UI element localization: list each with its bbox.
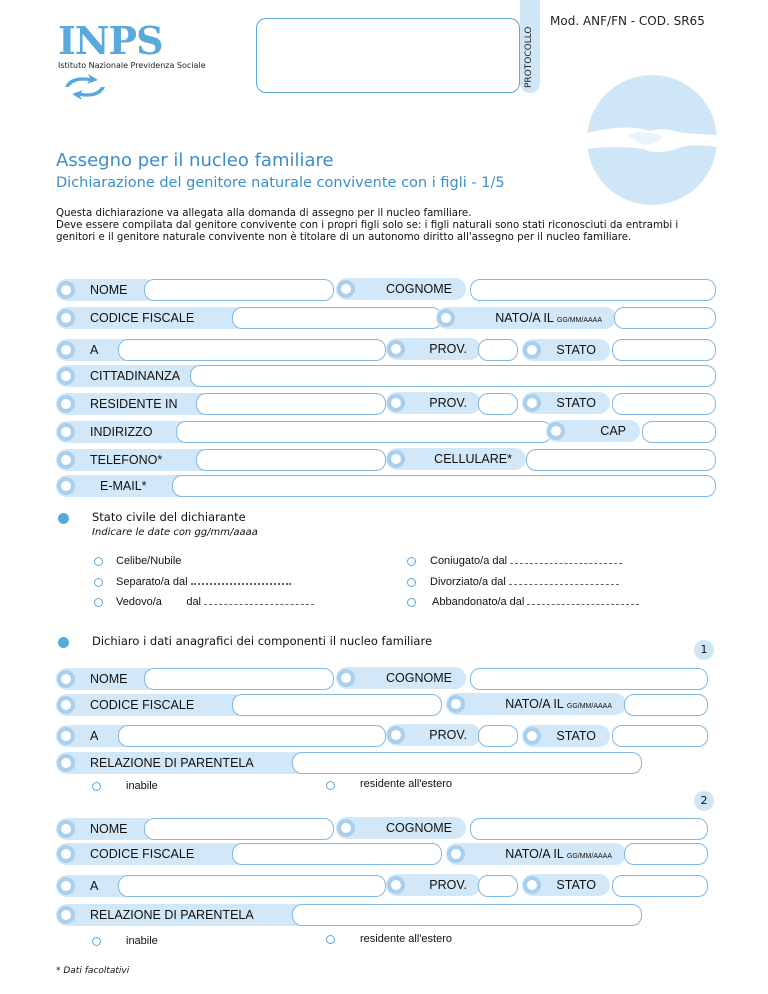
civil-status-bullet — [58, 513, 69, 524]
member-2-number: 2 — [694, 791, 714, 811]
m1-nato-il-label: NATO/A IL GG/MM/AAAA — [446, 693, 626, 715]
separato-radio[interactable] — [94, 578, 103, 587]
luogo-nascita-field[interactable] — [118, 339, 386, 361]
model-code: Mod. ANF/FN - COD. SR65 — [550, 14, 705, 28]
m2-cognome-label: COGNOME — [336, 817, 466, 839]
m1-nome-field[interactable] — [144, 668, 334, 690]
m1-codice-fiscale-field[interactable] — [232, 694, 442, 716]
m2-relazione-field[interactable] — [292, 904, 642, 926]
m2-inabile-radio[interactable] — [92, 937, 101, 946]
m1-estero-label: residente all'estero — [360, 778, 452, 790]
coniugato-radio[interactable] — [407, 557, 416, 566]
codice-fiscale-label: CODICE FISCALE — [56, 307, 246, 329]
coniugato-label: Coniugato/a dal — [430, 555, 622, 567]
stato-res-label: STATO — [522, 392, 610, 414]
m2-prov-field[interactable] — [478, 875, 518, 897]
stato-label: STATO — [522, 339, 610, 361]
cognome-label: COGNOME — [336, 278, 466, 300]
telefono-field[interactable] — [196, 449, 386, 471]
m2-stato-field[interactable] — [612, 875, 708, 897]
prov-label: PROV. — [386, 338, 481, 360]
m1-inabile-radio[interactable] — [92, 782, 101, 791]
m1-estero-radio[interactable] — [326, 781, 335, 790]
nato-il-field[interactable] — [614, 307, 716, 329]
handshake-image — [587, 75, 717, 205]
m1-inabile-label: inabile — [126, 780, 158, 792]
cittadinanza-label: CITTADINANZA — [56, 365, 216, 387]
abbandonato-label: Abbandonato/a dal — [432, 596, 639, 608]
celibe-label: Celibe/Nubile — [116, 555, 182, 567]
abbandonato-radio[interactable] — [407, 598, 416, 607]
inps-logo: INPS — [58, 18, 163, 63]
m2-cognome-field[interactable] — [470, 818, 708, 840]
m1-prov-field[interactable] — [478, 725, 518, 747]
prov-res-field[interactable] — [478, 393, 518, 415]
civil-status-heading: Stato civile del dichiarante — [92, 510, 246, 524]
m1-nome-label: NOME — [56, 668, 156, 690]
m2-nato-il-field[interactable] — [624, 843, 708, 865]
cittadinanza-field[interactable] — [190, 365, 716, 387]
m1-prov-label: PROV. — [386, 724, 481, 746]
m1-cognome-label: COGNOME — [336, 667, 466, 689]
m1-codice-fiscale-label: CODICE FISCALE — [56, 694, 246, 716]
divorziato-radio[interactable] — [407, 578, 416, 587]
vedovo-radio[interactable] — [94, 598, 103, 607]
members-bullet — [58, 637, 69, 648]
m2-codice-fiscale-field[interactable] — [232, 843, 442, 865]
protocol-box — [256, 18, 520, 93]
m2-luogo-field[interactable] — [118, 875, 386, 897]
prov-res-label: PROV. — [386, 392, 481, 414]
m1-luogo-field[interactable] — [118, 725, 386, 747]
cellulare-label: CELLULARE* — [386, 448, 526, 470]
intro-text: Questa dichiarazione va allegata alla domanda di assegno per il nucleo familiare. Deve essere compilata dal genitore convivente con i propri figli solo se: i figli naturali sono stati riconosciuti da entrambi i genitori e il genitore naturale convivente non è titolare di un autonomo diritto all'assegno per il nucleo familiare. — [56, 208, 679, 243]
vedovo-label: Vedovo/a dal — [116, 596, 314, 608]
civil-status-hint: Indicare le date con gg/mm/aaaa — [92, 527, 258, 538]
cognome-field[interactable] — [470, 279, 716, 301]
separato-label: Separato/a dal — [116, 576, 291, 588]
m2-nato-il-label: NATO/A IL GG/MM/AAAA — [446, 843, 626, 865]
page-subtitle: Dichiarazione del genitore naturale convivente con i figli - 1/5 — [56, 175, 505, 191]
members-heading: Dichiaro i dati anagrafici dei componenti il nucleo familiare — [92, 634, 433, 648]
page-title: Assegno per il nucleo familiare — [56, 150, 334, 171]
m2-nome-label: NOME — [56, 818, 156, 840]
m1-stato-label: STATO — [522, 725, 610, 747]
email-field[interactable] — [172, 475, 716, 497]
handshake-icon — [587, 75, 717, 205]
m2-estero-radio[interactable] — [326, 935, 335, 944]
email-label: E-MAIL* — [56, 475, 196, 497]
logo-arrows-icon — [60, 72, 110, 102]
luogo-nascita-label: A — [56, 339, 136, 361]
m2-estero-label: residente all'estero — [360, 933, 452, 945]
residente-in-label: RESIDENTE IN — [56, 393, 216, 415]
m1-luogo-label: A — [56, 725, 136, 747]
cellulare-field[interactable] — [526, 449, 716, 471]
nome-label: NOME — [56, 279, 156, 301]
protocol-label: PROTOCOLLO — [524, 26, 534, 88]
indirizzo-label: INDIRIZZO — [56, 421, 216, 443]
nato-il-label: NATO/A IL GG/MM/AAAA — [436, 307, 616, 329]
m2-prov-label: PROV. — [386, 874, 481, 896]
m2-nome-field[interactable] — [144, 818, 334, 840]
stato-field[interactable] — [612, 339, 716, 361]
m2-luogo-label: A — [56, 875, 136, 897]
stato-res-field[interactable] — [612, 393, 716, 415]
m1-stato-field[interactable] — [612, 725, 708, 747]
m1-nato-il-field[interactable] — [624, 694, 708, 716]
m2-relazione-label: RELAZIONE DI PARENTELA — [56, 904, 306, 926]
indirizzo-field[interactable] — [176, 421, 552, 443]
divorziato-label: Divorziato/a dal — [430, 576, 619, 588]
telefono-label: TELEFONO* — [56, 449, 216, 471]
m1-relazione-label: RELAZIONE DI PARENTELA — [56, 752, 306, 774]
cap-label: CAP — [546, 420, 640, 442]
m2-stato-label: STATO — [522, 874, 610, 896]
footnote: * Dati facoltativi — [56, 966, 130, 976]
m2-codice-fiscale-label: CODICE FISCALE — [56, 843, 246, 865]
member-1-number: 1 — [694, 640, 714, 660]
m1-cognome-field[interactable] — [470, 668, 708, 690]
m2-inabile-label: inabile — [126, 935, 158, 947]
residente-in-field[interactable] — [196, 393, 386, 415]
cap-field[interactable] — [642, 421, 716, 443]
m1-relazione-field[interactable] — [292, 752, 642, 774]
codice-fiscale-field[interactable] — [232, 307, 442, 329]
logo-subtitle: Istituto Nazionale Previdenza Sociale — [58, 61, 206, 70]
prov-field[interactable] — [478, 339, 518, 361]
celibe-radio[interactable] — [94, 557, 103, 566]
nome-field[interactable] — [144, 279, 334, 301]
